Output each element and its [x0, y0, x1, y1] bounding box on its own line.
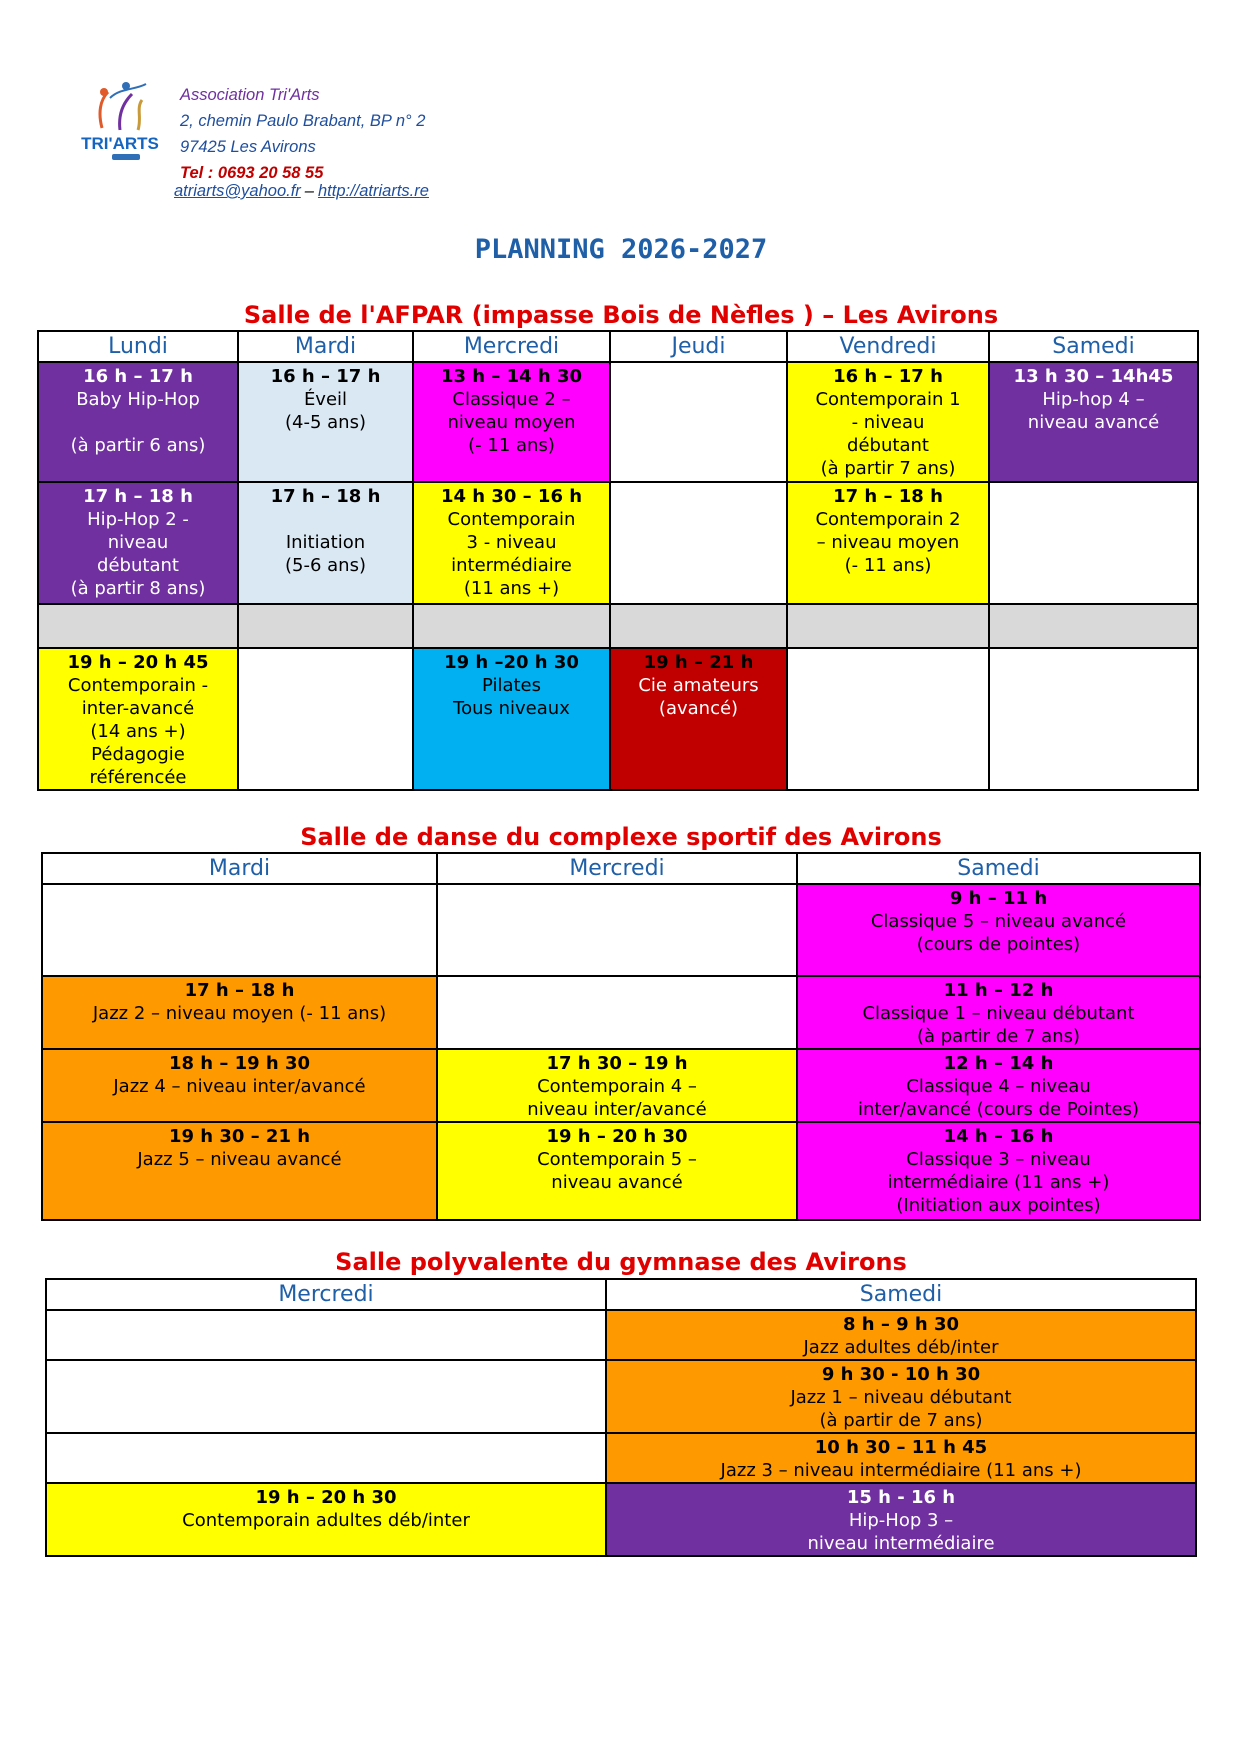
class-time: 12 h – 14 h	[943, 1053, 1054, 1074]
schedule-cell	[787, 648, 989, 790]
class-description-line: Cie amateurs	[638, 675, 759, 696]
class-entry	[607, 1311, 1195, 1359]
schedule-cell	[238, 362, 413, 482]
class-entry	[990, 483, 1197, 485]
class-description-line: Hip-Hop 2 -	[87, 509, 189, 530]
class-description-line: (- 11 ans)	[844, 555, 932, 576]
class-entry	[607, 1434, 1195, 1482]
class-description-line: intermédiaire	[451, 555, 572, 576]
class-description-line: 3 - niveau	[466, 532, 557, 553]
class-entry	[611, 605, 786, 607]
schedule-cell	[606, 1433, 1196, 1483]
schedule-cell	[797, 976, 1200, 1049]
schedule-cell	[38, 604, 238, 648]
class-entry	[611, 483, 786, 485]
schedule-row	[46, 1483, 1196, 1556]
class-description-line: débutant	[847, 435, 929, 456]
class-description-line: Jazz 5 – niveau avancé	[137, 1149, 342, 1170]
class-description-line: Pilates	[481, 675, 541, 696]
schedule-cell	[413, 604, 610, 648]
day-header-mardi: Mardi	[42, 853, 437, 884]
class-entry	[788, 363, 988, 480]
class-description-line: (11 ans +)	[463, 578, 560, 599]
class-description-line: Hip-Hop 3 –	[848, 1510, 954, 1531]
class-description-line: (Initiation aux pointes)	[896, 1195, 1101, 1216]
class-description-line: (à partir 8 ans)	[70, 578, 206, 599]
schedule-row	[42, 1049, 1200, 1122]
schedule-cell	[610, 648, 787, 790]
class-description-line: débutant	[97, 555, 179, 576]
class-entry	[47, 1484, 605, 1532]
class-time: 19 h – 20 h 45	[67, 652, 209, 673]
class-description-line: (avancé)	[658, 698, 739, 719]
class-description-line: niveau moyen	[447, 412, 576, 433]
schedule-cell	[606, 1360, 1196, 1433]
class-entry	[990, 649, 1197, 651]
class-entry	[39, 605, 237, 607]
section3-schedule-table	[45, 1278, 1197, 1557]
day-header-samedi: Samedi	[989, 331, 1198, 362]
class-entry	[239, 649, 412, 651]
class-description-line: (14 ans +)	[90, 721, 186, 742]
class-time: 19 h – 21 h	[643, 652, 754, 673]
class-description-line: Jazz adultes déb/inter	[803, 1337, 999, 1358]
schedule-row	[42, 884, 1200, 976]
class-description-line: niveau intermédiaire	[807, 1533, 995, 1554]
class-entry	[239, 483, 412, 577]
class-entry	[788, 605, 988, 607]
schedule-cell	[46, 1433, 606, 1483]
section2-schedule-table	[41, 852, 1201, 1221]
schedule-cell	[610, 604, 787, 648]
class-entry	[39, 483, 237, 600]
class-description-line: (4-5 ans)	[285, 412, 366, 433]
schedule-cell	[437, 1122, 797, 1220]
section1-title: Salle de l'AFPAR (impasse Bois de Nèfles ) – Les Avirons	[243, 301, 999, 329]
class-entry	[990, 605, 1197, 607]
class-description-line: Classique 5 – niveau avancé	[870, 911, 1127, 932]
class-entry	[611, 649, 786, 720]
section2-title: Salle de danse du complexe sportif des Avirons	[300, 823, 942, 851]
class-time: 19 h –20 h 30	[444, 652, 579, 673]
class-description-line: – niveau moyen	[816, 532, 960, 553]
class-entry	[607, 1484, 1195, 1555]
class-description-line: inter-avancé	[81, 698, 195, 719]
class-description-line: (5-6 ans)	[285, 555, 366, 576]
class-description-line: (à partir de 7 ans)	[819, 1410, 983, 1431]
class-entry	[438, 977, 796, 979]
class-time: 9 h – 11 h	[949, 888, 1048, 909]
schedule-cell	[46, 1483, 606, 1556]
schedule-cell	[238, 482, 413, 604]
schedule-cell	[989, 648, 1198, 790]
class-description-line: Classique 2 –	[452, 389, 571, 410]
class-description-line: Classique 1 – niveau débutant	[862, 1003, 1135, 1024]
class-entry	[414, 483, 609, 600]
section1-day-header-row	[38, 331, 1198, 362]
day-header-mardi: Mardi	[238, 331, 413, 362]
section3-title: Salle polyvalente du gymnase des Avirons	[335, 1248, 907, 1276]
class-description-line: Contemporain	[447, 509, 576, 530]
class-time: 17 h 30 – 19 h	[546, 1053, 688, 1074]
class-entry	[39, 649, 237, 789]
schedule-cell	[437, 1049, 797, 1122]
class-time: 19 h – 20 h 30	[255, 1487, 397, 1508]
class-entry	[788, 483, 988, 577]
schedule-cell	[797, 884, 1200, 976]
class-time: 18 h – 19 h 30	[168, 1053, 311, 1074]
city-address: 97425 Les Avirons	[180, 138, 316, 156]
class-time: 11 h – 12 h	[943, 980, 1054, 1001]
class-description-line: - niveau	[851, 412, 925, 433]
contact-links	[174, 182, 429, 201]
class-description-line: niveau	[107, 532, 169, 553]
schedule-row	[42, 1122, 1200, 1220]
schedule-cell	[38, 482, 238, 604]
class-description-line	[39, 411, 237, 434]
section1-schedule-table	[37, 330, 1199, 791]
class-entry	[239, 363, 412, 434]
class-description-line: (à partir 6 ans)	[70, 435, 206, 456]
schedule-cell	[437, 976, 797, 1049]
class-description-line: Contemporain 4 –	[537, 1076, 697, 1097]
day-header-vendredi: Vendredi	[787, 331, 989, 362]
address-block	[180, 82, 425, 186]
class-description-line: niveau avancé	[551, 1172, 683, 1193]
schedule-cell	[46, 1310, 606, 1360]
day-header-samedi: Samedi	[797, 853, 1200, 884]
section3-day-header-row	[46, 1279, 1196, 1310]
schedule-cell	[606, 1483, 1196, 1556]
class-description-line: Classique 4 – niveau	[906, 1076, 1091, 1097]
class-description-line: Jazz 4 – niveau inter/avancé	[113, 1076, 366, 1097]
schedule-row	[38, 482, 1198, 604]
schedule-cell	[989, 482, 1198, 604]
schedule-cell	[238, 604, 413, 648]
class-description-line: intermédiaire (11 ans +)	[887, 1172, 1110, 1193]
phone-number: Tel : 0693 20 58 55	[180, 164, 324, 182]
class-time: 17 h – 18 h	[83, 486, 193, 507]
class-time: 19 h 30 – 21 h	[168, 1126, 311, 1147]
class-time: 13 h – 14 h 30	[440, 366, 583, 387]
logo-underline	[112, 154, 140, 160]
class-entry	[607, 1361, 1195, 1432]
class-entry	[611, 363, 786, 365]
class-entry	[239, 605, 412, 607]
schedule-cell	[989, 362, 1198, 482]
class-description-line: Classique 3 – niveau	[906, 1149, 1091, 1170]
schedule-cell	[42, 976, 437, 1049]
header	[80, 78, 500, 208]
website-link[interactable]: http://atriarts.re	[317, 182, 429, 200]
class-description-line: Contemporain 5 –	[537, 1149, 697, 1170]
class-time: 17 h – 18 h	[184, 980, 295, 1001]
schedule-row	[38, 604, 1198, 648]
class-time: 16 h – 17 h	[270, 366, 381, 387]
class-description-line: Pédagogie	[91, 744, 185, 765]
class-entry	[43, 1050, 436, 1098]
class-time: 10 h 30 – 11 h 45	[814, 1437, 988, 1458]
org-name: Association Tri'Arts	[180, 86, 320, 104]
class-description-line: (à partir de 7 ans)	[916, 1026, 1081, 1047]
class-entry	[438, 885, 796, 887]
schedule-row	[38, 362, 1198, 482]
schedule-cell	[437, 884, 797, 976]
class-entry	[798, 977, 1199, 1048]
class-time: 14 h 30 – 16 h	[440, 486, 583, 507]
class-description-line: niveau inter/avancé	[527, 1099, 707, 1120]
class-entry	[990, 363, 1197, 434]
schedule-cell	[413, 362, 610, 482]
class-description-line: niveau avancé	[1027, 412, 1160, 433]
schedule-cell	[787, 362, 989, 482]
class-time: 19 h – 20 h 30	[546, 1126, 688, 1147]
class-time: 8 h – 9 h 30	[842, 1314, 960, 1335]
schedule-cell	[787, 482, 989, 604]
day-header-mercredi: Mercredi	[413, 331, 610, 362]
schedule-cell	[42, 1049, 437, 1122]
class-time: 14 h – 16 h	[943, 1126, 1054, 1147]
class-entry	[798, 1123, 1199, 1217]
day-header-mercredi: Mercredi	[46, 1279, 606, 1310]
schedule-cell	[46, 1360, 606, 1433]
schedule-cell	[797, 1122, 1200, 1220]
class-time: 16 h – 17 h	[833, 366, 943, 387]
class-description-line: Contemporain 2	[815, 509, 961, 530]
class-time: 15 h - 16 h	[846, 1487, 956, 1508]
schedule-row	[46, 1310, 1196, 1360]
class-description-line: référencée	[89, 767, 187, 788]
class-entry	[798, 1050, 1199, 1121]
class-time: 9 h 30 - 10 h 30	[821, 1364, 981, 1385]
links-separator: –	[304, 182, 314, 200]
schedule-cell	[989, 604, 1198, 648]
class-entry	[414, 605, 609, 607]
class-description-line: Jazz 3 – niveau intermédiaire (11 ans +)	[720, 1460, 1082, 1481]
day-header-jeudi: Jeudi	[610, 331, 787, 362]
schedule-cell	[42, 884, 437, 976]
schedule-cell	[610, 482, 787, 604]
schedule-row	[46, 1360, 1196, 1433]
schedule-row	[46, 1433, 1196, 1483]
class-entry	[438, 1123, 796, 1194]
class-description-line: Contemporain -	[67, 675, 209, 696]
class-description-line: inter/avancé (cours de Pointes)	[857, 1099, 1140, 1120]
class-description-line	[239, 508, 412, 531]
page-title: PLANNING 2026-2027	[474, 234, 768, 265]
schedule-cell	[38, 648, 238, 790]
class-description-line: Éveil	[303, 389, 348, 410]
schedule-cell	[606, 1310, 1196, 1360]
class-description-line: (à partir 7 ans)	[820, 458, 956, 479]
schedule-row	[38, 648, 1198, 790]
class-time: 13 h 30 – 14h45	[1013, 366, 1174, 387]
schedule-cell	[787, 604, 989, 648]
class-description-line: Baby Hip-Hop	[76, 389, 200, 410]
day-header-mercredi: Mercredi	[437, 853, 797, 884]
class-entry	[39, 363, 237, 457]
class-entry	[47, 1311, 605, 1313]
logo-text: TRI'ARTS	[81, 134, 159, 153]
schedule-cell	[610, 362, 787, 482]
schedule-cell	[38, 362, 238, 482]
class-entry	[414, 649, 609, 720]
schedule-cell	[238, 648, 413, 790]
section2-day-header-row	[42, 853, 1200, 884]
street-address: 2, chemin Paulo Brabant, BP n° 2	[180, 112, 426, 130]
class-entry	[47, 1434, 605, 1436]
email-link[interactable]: atriarts@yahoo.fr	[174, 182, 301, 200]
class-description-line: Hip-hop 4 –	[1042, 389, 1145, 410]
schedule-cell	[42, 1122, 437, 1220]
class-description-line: Contemporain 1	[815, 389, 961, 410]
class-entry	[47, 1361, 605, 1363]
class-description-line: (- 11 ans)	[468, 435, 555, 456]
class-entry	[798, 885, 1199, 956]
day-header-samedi: Samedi	[606, 1279, 1196, 1310]
class-time: 17 h – 18 h	[270, 486, 381, 507]
schedule-cell	[413, 482, 610, 604]
schedule-cell	[413, 648, 610, 790]
class-description-line: Initiation	[285, 532, 366, 553]
class-entry	[438, 1050, 796, 1121]
class-time: 17 h – 18 h	[833, 486, 943, 507]
class-description-line: Jazz 2 – niveau moyen (- 11 ans)	[92, 1003, 387, 1024]
class-entry	[43, 1123, 436, 1171]
class-time: 16 h – 17 h	[83, 366, 193, 387]
class-entry	[788, 649, 988, 651]
schedule-row	[42, 976, 1200, 1049]
class-description-line: (cours de pointes)	[916, 934, 1081, 955]
class-entry	[414, 363, 609, 457]
class-description-line: Tous niveaux	[453, 698, 570, 719]
schedule-cell	[797, 1049, 1200, 1122]
class-entry	[43, 885, 436, 887]
class-entry	[43, 977, 436, 1025]
day-header-lundi: Lundi	[38, 331, 238, 362]
class-description-line: Contemporain adultes déb/inter	[182, 1510, 470, 1531]
class-description-line: Jazz 1 – niveau débutant	[790, 1387, 1012, 1408]
